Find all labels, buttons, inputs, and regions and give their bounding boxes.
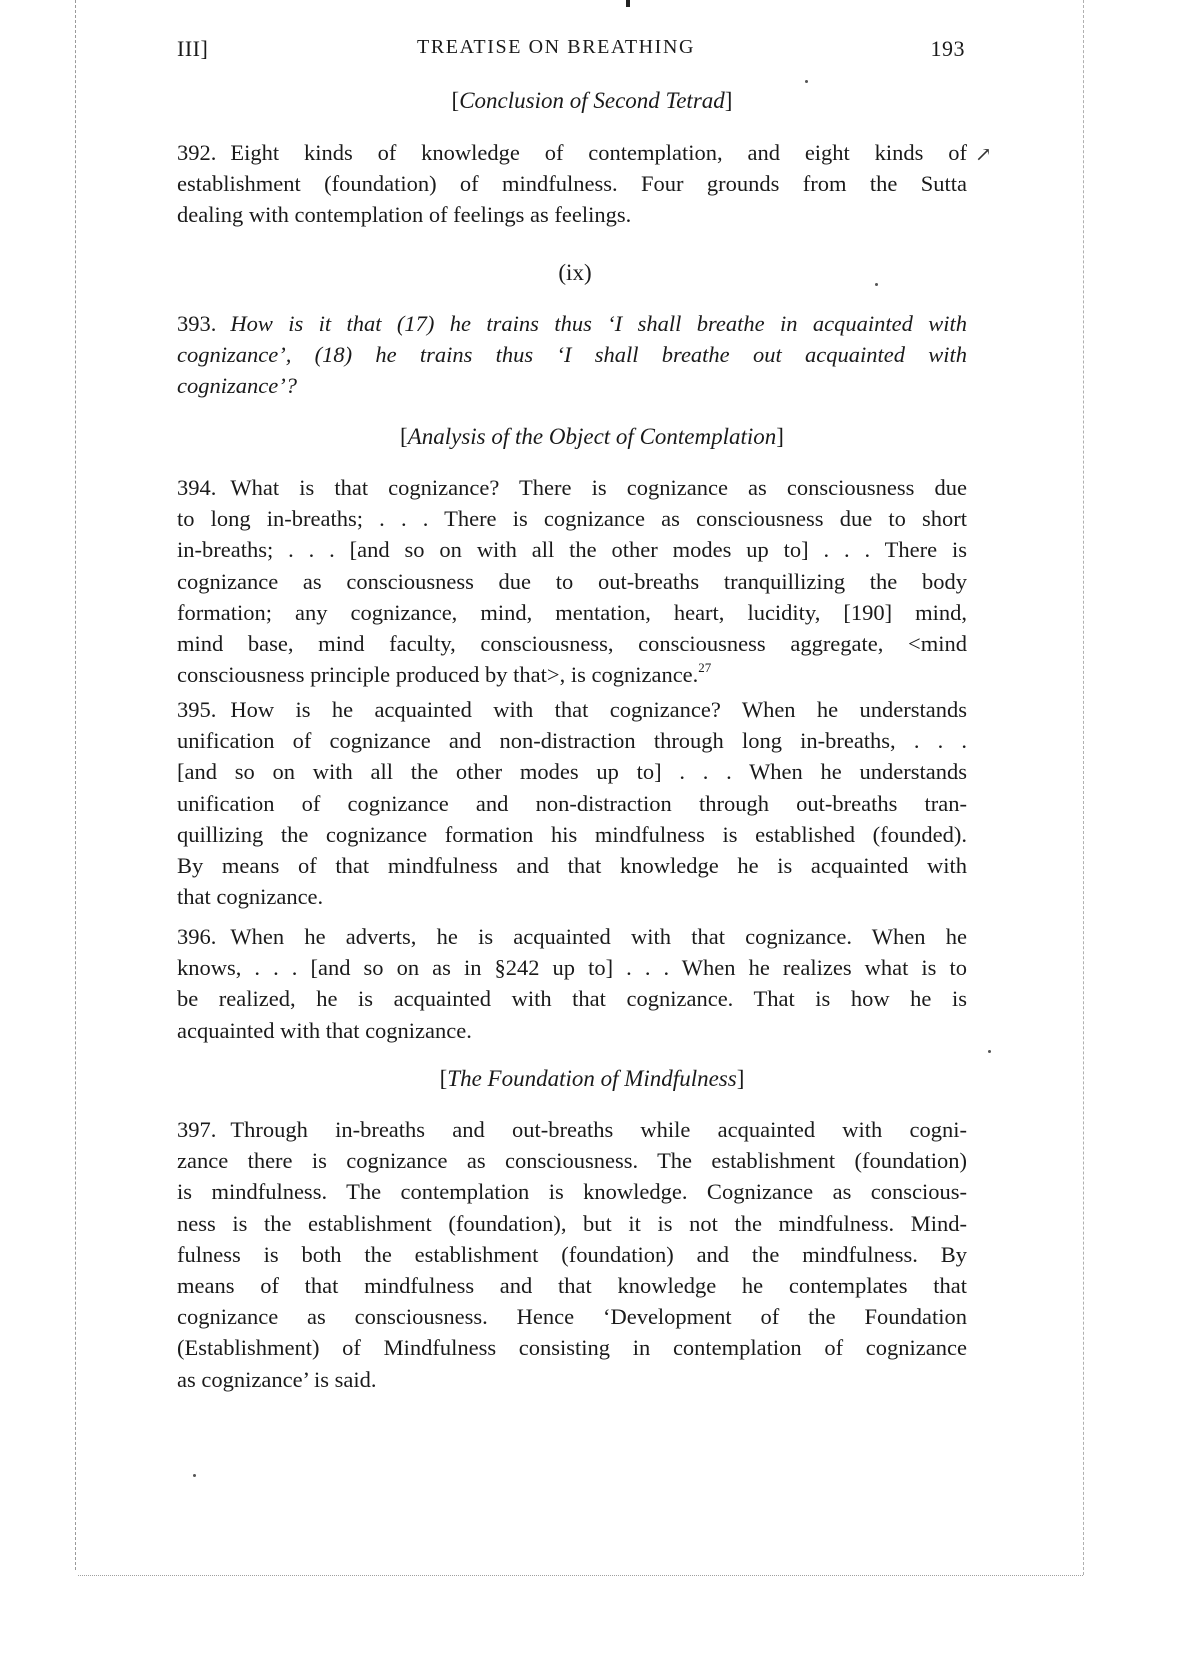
- heading-analysis: [Analysis of the Object of Contemplation]: [400, 424, 784, 449]
- scan-speck: [988, 1050, 991, 1053]
- running-title: TREATISE ON BREATHING: [417, 36, 696, 58]
- scan-speck: [626, 0, 630, 7]
- heading-conclusion: [Conclusion of Second Tetrad]: [451, 88, 733, 113]
- scan-speck: [193, 1474, 196, 1477]
- chapter-number: III]: [177, 36, 209, 61]
- heading-foundation: [The Foundation of Mindfulness]: [439, 1066, 745, 1091]
- scan-border-left: [75, 0, 76, 1570]
- footnote-ref[interactable]: 27: [698, 660, 712, 676]
- margin-arrow-icon: ↗: [975, 144, 992, 166]
- scan-border-right: [1083, 0, 1084, 1575]
- paragraph-392: 392. Eight kinds of knowledge of contemplation, and eight kinds of establishment (foundation) of mindfulness. Four grounds from the Sutta dealing with contemplation of feelings as feelings.: [177, 140, 967, 228]
- paragraph-394: 394. What is that cognizance? There is cognizance as consciousness due to long in-breaths; . . . There is cognizance as consciousness due to short in-breaths; . . . [and so on with all the other modes up to] . . . There is cognizance as consciousness due to out-breaths tranquillizing the body formation; any cognizance, mind, mentation, heart, lucidity, [190] mind, mind base, mind faculty, consciousness, consciousness aggregate, <mind consciousness principle produced by that>, is cognizance.$^{27}$: [177, 475, 967, 688]
- paragraph-395: 395. How is he acquainted with that cognizance? When he understands unification of cognizance and non-distraction through long in-breaths, . . . [and so on with all the other modes up to] . . . When he understands unification of cognizance and non-distraction through out-breaths tran- quillizing the cognizance formation his mindfulness is established (founded). By means of that mindfulness and that knowledge he is acquainted with that cognizance.: [177, 697, 967, 910]
- paragraph-396: 396. When he adverts, he is acquainted with that cognizance. When he knows, . . . [and so on as in §242 up to] . . . When he realizes what is to be realized, he is acquainted with that cognizance. That is how he is acquainted with that cognizance.: [177, 924, 967, 1043]
- scan-speck: [805, 80, 808, 83]
- paragraph-397: 397. Through in-breaths and out-breaths while acquainted with cogni- zance there is cognizance as consciousness. The establishment (foundation) is mindfulness. The contemplation is knowledge. Cognizance as conscious- ness is the establishment (foundation), but it is not the mindfulness. Mind- fulness is both the establishment (foundation) and the mindfulness. By means of that mindfulness and that knowledge he contemplates that cognizance as consciousness. Hence ‘Development of the Foundation (Establishment) of Mindfulness consisting in contemplation of cognizance as cognizance’ is said.: [177, 1117, 967, 1392]
- page-number: 193: [930, 36, 965, 61]
- paragraph-393: 393. How is it that (17) he trains thus ‘I shall breathe in acquainted with cognizance’, (18) he trains thus ‘I shall breathe out acquainted with cognizance’?: [177, 311, 967, 399]
- running-head: [177, 36, 977, 66]
- scan-border-bottom: [78, 1575, 1083, 1576]
- section-marker: (ix): [558, 260, 592, 285]
